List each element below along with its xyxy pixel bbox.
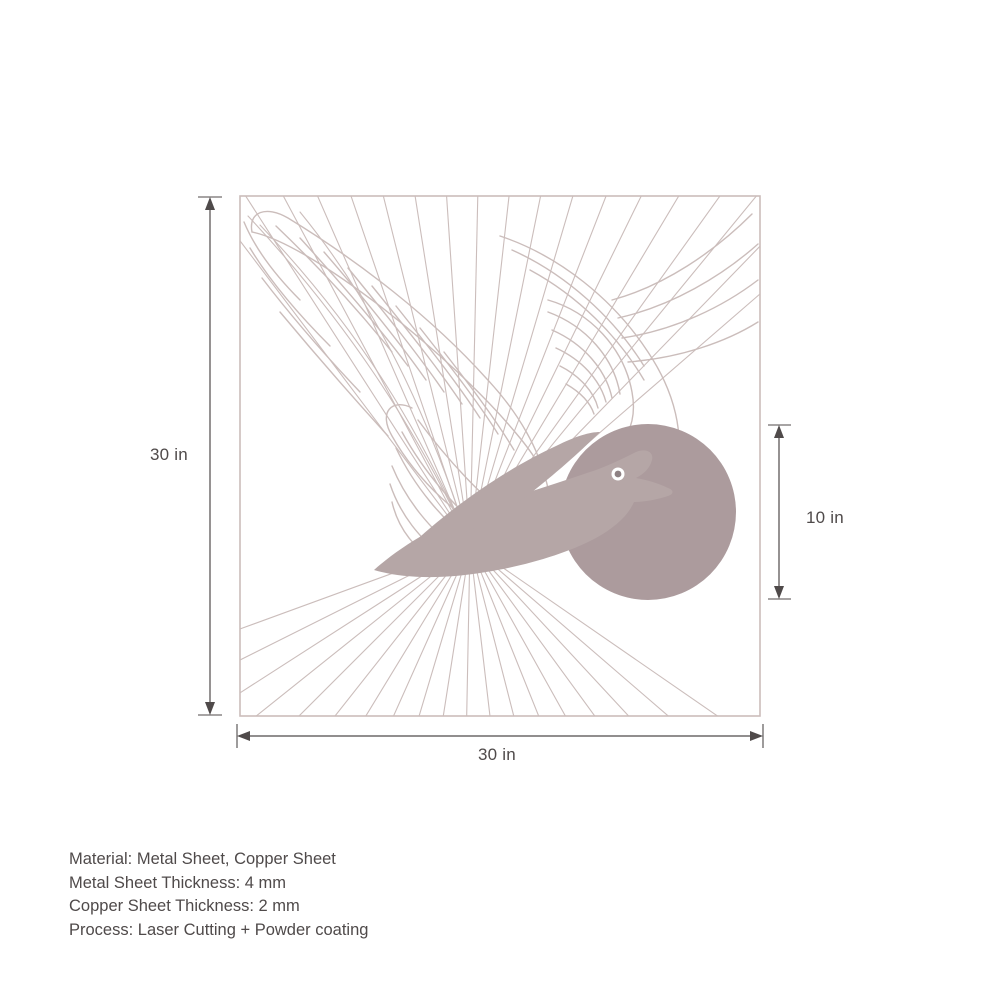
spec-line-process: Process: Laser Cutting + Powder coating: [69, 920, 369, 939]
spec-line-metal-thickness: Metal Sheet Thickness: 4 mm: [69, 873, 287, 892]
spec-line-material: Material: Metal Sheet, Copper Sheet: [69, 850, 336, 868]
specifications-block: [69, 848, 368, 942]
dimension-label-width: 30 in: [478, 745, 516, 764]
dimension-label-height: 30 in: [150, 445, 188, 464]
dimension-disc: [768, 425, 791, 599]
dimension-label-disc: 10 in: [806, 508, 844, 527]
bird-pupil: [615, 471, 622, 478]
spec-line-copper-thickness: Copper Sheet Thickness: 2 mm: [69, 897, 300, 915]
dimension-height: [198, 197, 222, 715]
